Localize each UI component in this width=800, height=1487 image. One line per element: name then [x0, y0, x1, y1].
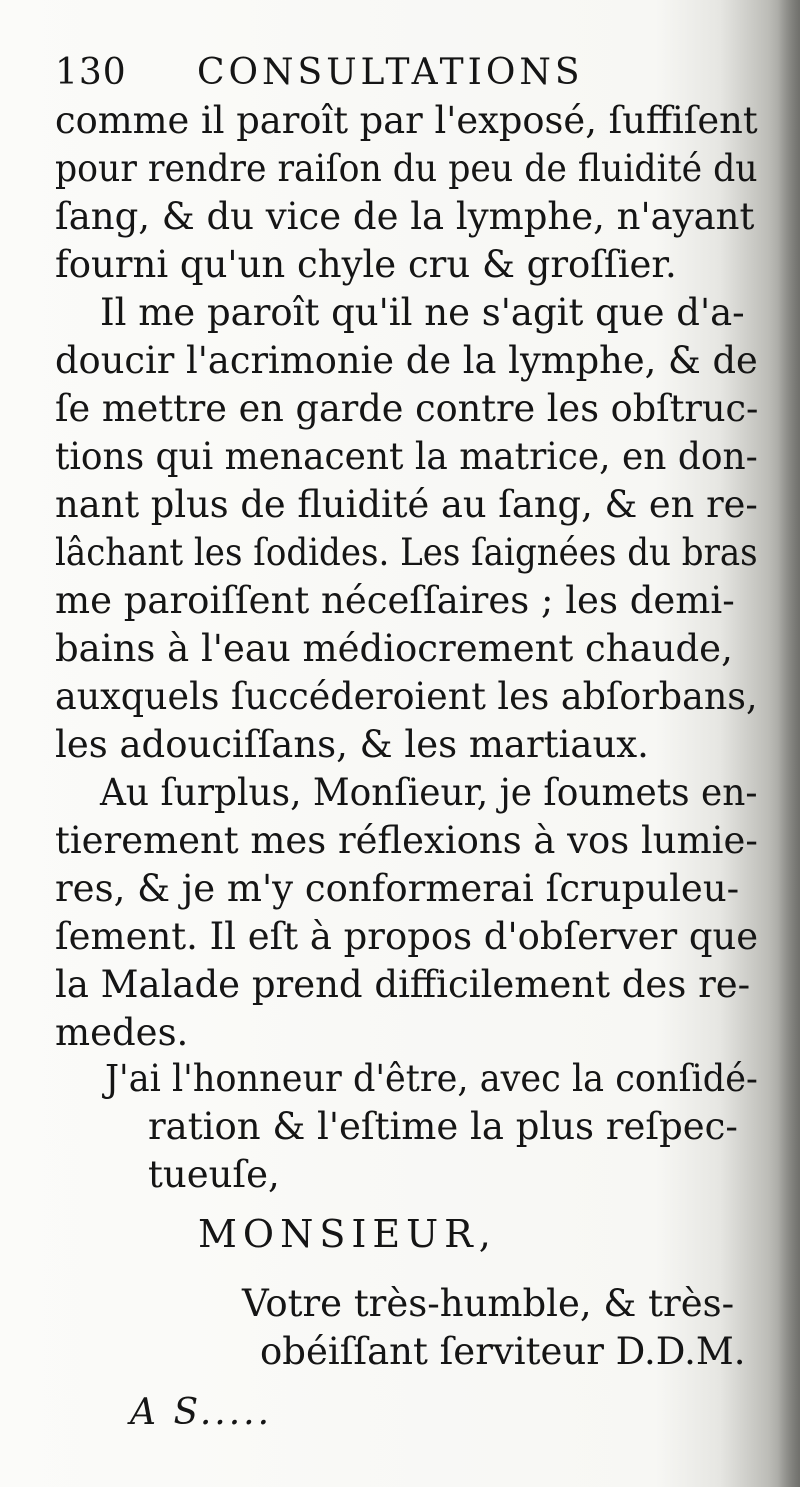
- place-line: A S.....: [130, 1392, 273, 1433]
- closing-line: ration & l'eſtime la plus reſpec-: [148, 1105, 738, 1148]
- signature-line: obéiſſant ſerviteur D.D.M.: [260, 1330, 746, 1373]
- text-line: tions qui menacent la matrice, en don-: [55, 435, 758, 478]
- text-line: medes.: [55, 1011, 189, 1054]
- salutation: MONSIEUR,: [198, 1212, 497, 1256]
- text-line: res, & je m'y conformerai ſcrupuleu-: [55, 867, 740, 910]
- text-line: auxquels ſuccéderoient les abſorbans,: [55, 675, 758, 718]
- text-line: Il me paroît qu'il ne s'agit que d'a-: [100, 291, 745, 334]
- text-line: comme il paroît par l'exposé, ſuffiſent: [55, 99, 758, 142]
- page-header: [55, 52, 755, 100]
- running-head: CONSULTATIONS: [197, 52, 584, 93]
- page-number: 130: [55, 52, 127, 93]
- text-line: la Malade prend difficilement des re-: [55, 963, 751, 1006]
- text-line: ſement. Il eſt à propos d'obſerver que: [55, 915, 759, 958]
- closing-line: J'ai l'honneur d'être, avec la conſidé-: [105, 1057, 758, 1100]
- text-line: doucir l'acrimonie de la lymphe, & de: [55, 339, 758, 382]
- text-line: ſang, & du vice de la lymphe, n'ayant: [55, 195, 755, 238]
- text-line: nant plus de fluidité au ſang, & en re-: [55, 483, 758, 526]
- text-line: lâchant les ſodides. Les ſaignées du bras: [55, 531, 758, 574]
- page-gutter-shadow: [778, 0, 800, 1487]
- text-line: tierement mes réflexions à vos lumie-: [55, 819, 758, 862]
- text-line: les adouciſſans, & les martiaux.: [55, 723, 649, 766]
- signature-line: Votre très-humble, & très-: [242, 1282, 735, 1325]
- text-line: Au ſurplus, Monſieur, je ſoumets en-: [100, 771, 758, 814]
- text-line: bains à l'eau médiocrement chaude,: [55, 627, 733, 670]
- text-line: fourni qu'un chyle cru & groſſier.: [55, 243, 677, 286]
- text-line: pour rendre raiſon du peu de fluidité du: [55, 147, 758, 190]
- text-line: ſe mettre en garde contre les obſtruc-: [55, 387, 759, 430]
- text-line: me paroiſſent néceſſaires ; les demi-: [55, 579, 735, 622]
- closing-line: tueuſe,: [148, 1153, 280, 1196]
